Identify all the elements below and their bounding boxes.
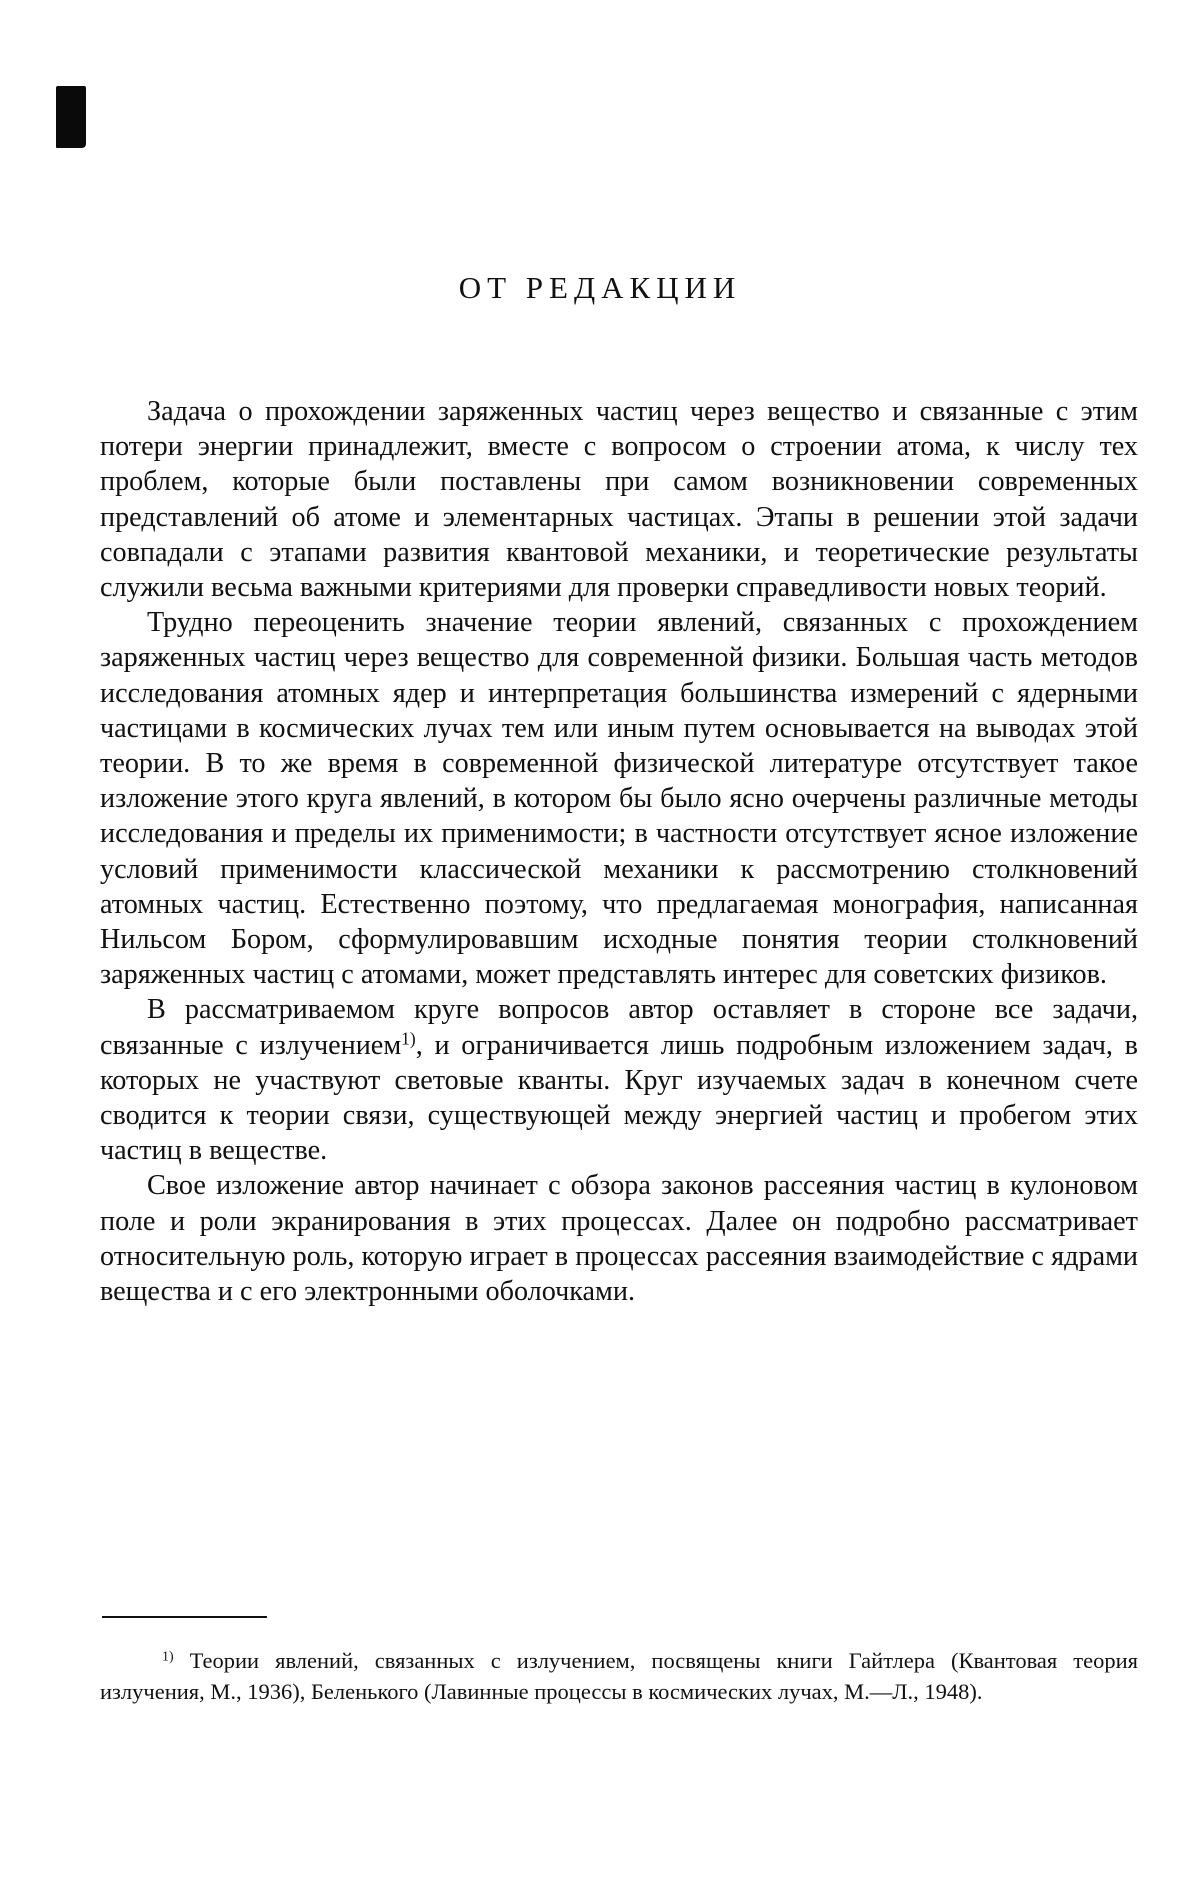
footnote-divider <box>102 1616 267 1618</box>
paragraph-3-text-before: В рассматриваемом круге вопросов автор оставляет в стороне все задачи, связанные с излучением <box>100 994 1138 1061</box>
paragraph-3-text-after: , и ограничивается лишь подробным изложением задач, в которых не участвуют световые кванты. Круг изучаемых задач в конечном счете сводится к теории связи, существующей между энергией частиц и пробегом этих частиц в веществе. <box>100 1029 1138 1167</box>
paragraph-2: Трудно переоценить значение теории явлений, связанных с прохождением заряженных частиц через вещество для современной физики. Большая часть методов исследования атомных ядер и интерпретация большинства измерений с ядерными частицами в космических лучах тем или иным путем основывается на выводах этой теории. В то же время в современной физической литературе отсутствует такое изложение этого круга явлений, в котором бы было ясно очерчены различные методы исследования и пределы их применимости; в частности отсутствует ясное изложение условий применимости классической механики к рассмотрению столкновений атомных частиц. Естественно поэтому, что предлагаемая монография, написанная Нильсом Бором, сформулировавшим исходные понятия теории столкновений заряженных частиц с атомами, может представлять интерес для советских физиков. <box>100 607 1138 991</box>
paragraph-4: Свое изложение автор начинает с обзора законов рассеяния частиц в кулоновом поле и роли экранирования в этих процессах. Далее он подробно рассматривает относительную роль, которую играет в процессах рассеяния взаимодействие с ядрами вещества и с его электронными оболочками. <box>100 1170 1138 1308</box>
footnote-text: Теории явлений, связанных с излучением, посвящены книги Гайтлера (Квантовая теория излучения, М., 1936), Беленького (Лавинные процессы в космических лучах, М.—Л., 1948). <box>100 1648 1138 1704</box>
paragraph-3 <box>100 992 1138 1168</box>
scan-corner-mark <box>56 86 86 148</box>
footnote-mark: 1) <box>162 1649 174 1665</box>
paragraph-1: Задача о прохождении заряженных частиц через вещество и связанные с этим потери энергии принадлежит, вместе с вопросом о строении атома, к числу тех проблем, которые были поставлены при самом возникновении современных представлений об атоме и элементарных частицах. Этапы в решении этой задачи совпадали с этапами развития квантовой механики, и теоретические результаты служили весьма важными критериями для проверки справедливости новых теорий. <box>100 396 1138 604</box>
body-text <box>100 394 1138 1309</box>
page-heading: ОТ РЕДАКЦИИ <box>458 270 742 305</box>
footnote <box>100 1646 1138 1707</box>
footnote-reference: 1) <box>401 1028 416 1049</box>
